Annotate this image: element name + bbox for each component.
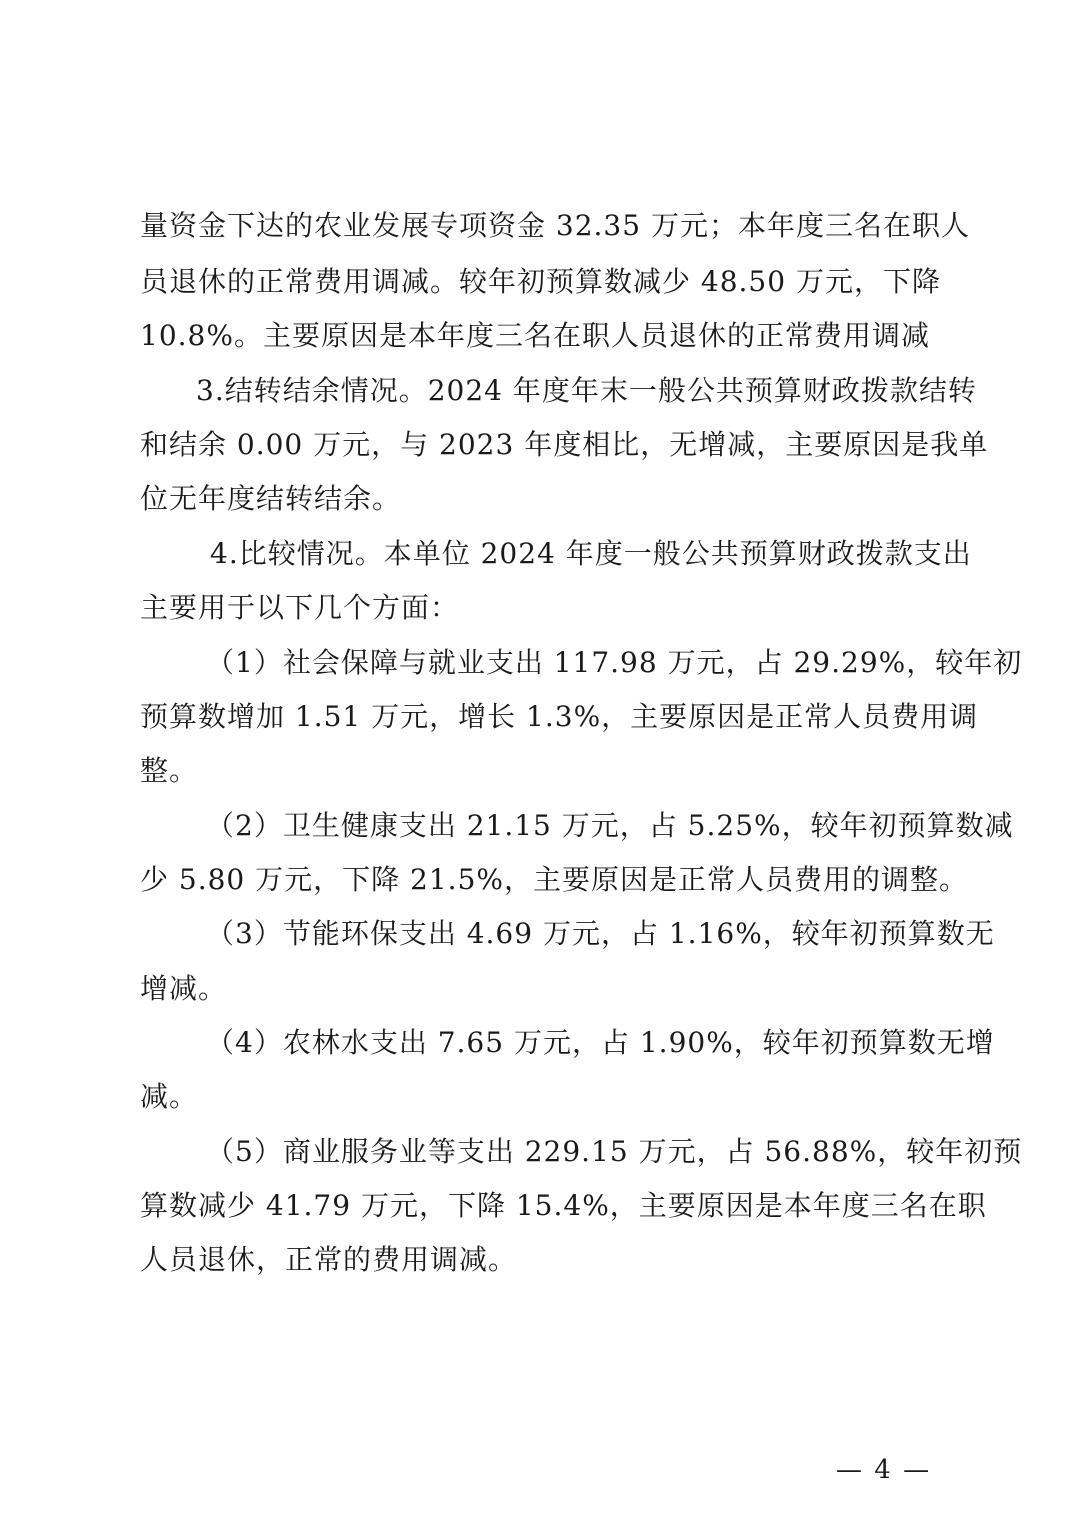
text-line: （4）农林水支出 7.65 万元，占 1.90%，较年初预算数无增 [206,1026,995,1059]
text-line: 整。 [140,754,199,787]
text-line: （2）卫生健康支出 21.15 万元，占 5.25%，较年初预算数减 [206,809,1014,842]
text-line: 量资金下达的农业发展专项资金 32.35 万元；本年度三名在职人 [140,209,970,242]
text-line: 少 5.80 万元，下降 21.5%，主要原因是正常人员费用的调整。 [140,863,968,896]
text-line: 4.比较情况。本单位 2024 年度一般公共预算财政拨款支出 [210,537,972,570]
text-line: （5）商业服务业等支出 229.15 万元，占 56.88%，较年初预 [206,1135,1023,1168]
text-line: 预算数增加 1.51 万元，增长 1.3%，主要原因是正常人员费用调 [140,700,979,733]
text-line: 和结余 0.00 万元，与 2023 年度相比，无增减，主要原因是我单 [140,428,989,461]
text-line: 人员退休，正常的费用调减。 [140,1243,518,1276]
text-line: 算数减少 41.79 万元，下降 15.4%，主要原因是本年度三名在职 [140,1189,987,1222]
text-line: 10.8%。主要原因是本年度三名在职人员退休的正常费用调减 [140,319,930,352]
text-line: 位无年度结转结余。 [140,482,402,515]
text-line: 3.结转结余情况。2024 年度年末一般公共预算财政拨款结转 [196,374,977,407]
text-line: （3）节能环保支出 4.69 万元，占 1.16%，较年初预算数无 [206,917,995,950]
text-line: 增减。 [140,972,228,1005]
text-line: 主要用于以下几个方面： [140,591,460,624]
text-line: 员退休的正常费用调减。较年初预算数减少 48.50 万元，下降 [140,265,941,298]
page-number: — 4 — [836,1455,932,1485]
text-line: （1）社会保障与就业支出 117.98 万元，占 29.29%，较年初 [206,646,1023,679]
text-line: 减。 [140,1080,199,1113]
